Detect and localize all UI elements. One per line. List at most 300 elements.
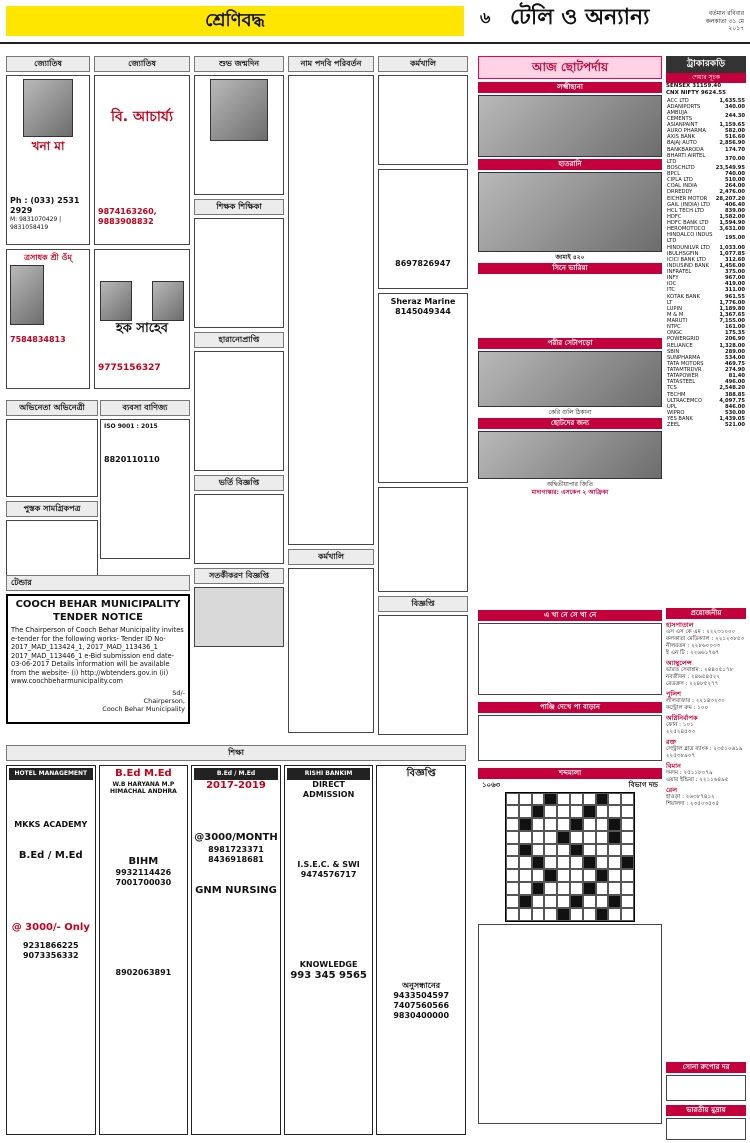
crossword-cell	[532, 818, 545, 831]
helpline-list	[666, 621, 746, 809]
crossword-cell	[557, 895, 570, 908]
acharya-ad	[94, 75, 190, 245]
ad-text	[98, 79, 186, 109]
stock-name: IBULHSGFIN	[667, 250, 699, 257]
stock-price: 370.00	[724, 155, 745, 162]
stock-price: 961.55	[724, 293, 745, 300]
tender-sign-2: Chairperson,	[143, 697, 185, 706]
stock-price: 340.00	[724, 103, 745, 110]
crossword-cell	[519, 856, 532, 869]
jyotish-title-2: জ্যোতিষ	[94, 56, 190, 72]
tender-heading: TENDER NOTICE	[53, 611, 143, 623]
education-ad-2: B.Ed M.Ed W.B HARYANA M.P HIMACHAL ANDHRA BIHM 9932114426 7001700030 8902063891	[99, 765, 189, 1135]
crossword-cell	[544, 793, 557, 806]
crossword-cell	[544, 895, 557, 908]
classified-title: শ্রেণিবদ্ধ	[205, 10, 265, 31]
jyotish-title-1: জ্যোতিষ	[6, 56, 90, 72]
jobs-notice-3	[378, 487, 468, 592]
acharya-phone: 9874163260, 9883908832	[98, 206, 157, 226]
issue-meta: বর্তমান রবিবার কলকাতা ৩১ মে ২০১৭	[705, 10, 744, 32]
stock-name: GAIL (INDIA) LTD	[667, 201, 711, 208]
crossword-cell	[621, 831, 634, 844]
stock-name: SBIN	[667, 348, 680, 355]
stock-price: 1,367.65	[719, 311, 745, 318]
crossword-cell	[570, 882, 583, 895]
helpline-entry: ভারত সেবাশ্রম : ২৪৪০৫১৭৮	[666, 666, 734, 673]
helpline-entry: কন্ট্রোল রুম : ১০০	[666, 705, 709, 711]
stock-price: 375.00	[724, 269, 745, 275]
crossword-cell	[557, 882, 570, 895]
crossword-cell	[596, 844, 609, 857]
helpline-category: রক্ত	[666, 738, 676, 747]
stock-name: HDFC	[667, 213, 682, 220]
stock-name: BAJAJ AUTO	[667, 140, 697, 147]
crossword-cell	[544, 882, 557, 895]
crossword-cell	[608, 908, 621, 921]
stock-price: 1,582.00	[719, 213, 745, 220]
stock-name: LT	[667, 299, 673, 306]
jobs-title: কর্মখালি	[378, 56, 468, 72]
crossword-cell	[506, 844, 519, 857]
admission-title: ভর্তি বিজ্ঞপ্তি	[194, 475, 284, 491]
crossword-cell	[596, 805, 609, 818]
crossword-cell	[621, 869, 634, 882]
education-title: শিক্ষা	[6, 745, 466, 761]
stock-name: HEROMOTOCO	[667, 226, 706, 233]
crossword-cell	[570, 895, 583, 908]
tender-org: COOCH BEHAR MUNICIPALITY	[15, 599, 181, 610]
crossword-cell	[596, 818, 609, 831]
tv-list	[478, 276, 662, 336]
crossword-cell	[608, 869, 621, 882]
crossword-cell	[583, 844, 596, 857]
helpline-entry: এস এস কে এম : ২২২৩১০০০	[666, 628, 736, 635]
stock-name: INFY	[667, 275, 679, 282]
crossword-cell	[570, 908, 583, 921]
crossword-cell	[596, 793, 609, 806]
stock-name: HINDALCO INDUS LTD	[667, 232, 713, 245]
helpline-category: অগ্নিনির্বাপক	[666, 713, 698, 722]
crossword-cell	[583, 793, 596, 806]
crossword-cell	[621, 818, 634, 831]
stock-price: 1,594.90	[719, 220, 745, 226]
helpline-panel	[666, 606, 746, 808]
stock-name: MARUTI	[667, 318, 688, 324]
crossword-cell	[519, 793, 532, 806]
tender-sign-3: Cooch Behar Municipality	[102, 705, 185, 714]
crossword-cell	[621, 895, 634, 908]
crossword-cell	[532, 908, 545, 921]
almanac-title: পাঞ্জি দেখে পা বাড়ান	[478, 702, 662, 713]
stock-price: 161.00	[724, 324, 745, 331]
stock-price: 1,033.00	[719, 244, 745, 251]
stock-name: UPL	[667, 403, 677, 410]
stock-name: TCS	[667, 385, 677, 392]
sheraz-marine-phone: 8145049344	[395, 307, 451, 316]
crossword-cell	[583, 818, 596, 831]
business-title: ব্যবসা বাণিজ্য	[100, 400, 190, 416]
crossword-cell	[608, 805, 621, 818]
gold-title: সোনা রুপোর দর	[666, 1062, 746, 1073]
stock-price: 1,635.55	[719, 97, 745, 104]
crossword-cell	[557, 805, 570, 818]
crossword-cell	[506, 818, 519, 831]
ad-text	[98, 127, 186, 207]
stock-price: 28,207.20	[715, 195, 745, 202]
crossword-cell	[596, 908, 609, 921]
crossword-cell	[557, 818, 570, 831]
stock-name: ITC	[667, 287, 676, 294]
stock-price: 3,631.00	[719, 226, 745, 233]
stock-row	[666, 202, 746, 208]
khana-ma-phone: Ph : (033) 2531 2929	[10, 196, 80, 215]
notice-body	[378, 615, 468, 735]
helpline-entry: সেন্ট্রাল ব্লাড ব্যাংক : ২৩৫১০৬১৯	[666, 746, 743, 753]
stock-price: 1,328.00	[719, 342, 745, 349]
stock-name: CIPLA LTD	[667, 177, 693, 184]
stock-price: 1,077.85	[719, 250, 745, 257]
lost-found-ad	[194, 351, 284, 471]
crossword-cell	[519, 805, 532, 818]
stock-price: 1,776.00	[719, 299, 745, 306]
stock-title: ট্রাকারকড়ি	[666, 56, 746, 73]
sensex-line: SENSEX 31159.40	[666, 82, 722, 89]
stock-price: 530.00	[724, 409, 745, 416]
tantrasadhak-phone: 7584834813	[10, 335, 66, 344]
crossword-cell	[532, 869, 545, 882]
stock-name: YES BANK	[667, 416, 693, 422]
tv-still-4	[478, 431, 662, 479]
crossword-cell	[583, 908, 596, 921]
lost-found-title: হারানোপ্রাপ্তি	[194, 332, 284, 348]
crossword-cell	[557, 856, 570, 869]
stock-name: HCL TECH LTD	[667, 207, 705, 214]
helpline-entry: এয়ার ইন্ডিয়া : ২২১১৬৪৯৫	[666, 777, 729, 784]
jobs-notice-1	[378, 75, 468, 165]
helpline-entry: শিয়ালদা : ২৩৫০৩৫৩৫	[666, 801, 720, 808]
crossword-cell	[519, 895, 532, 908]
stock-name: RELIANCE	[667, 342, 693, 349]
stock-name: POWERGRID	[667, 336, 700, 343]
gold-rates	[666, 1075, 746, 1101]
jobs-notice-2	[378, 169, 468, 289]
crossword-cell	[532, 805, 545, 818]
crossword-cell	[621, 793, 634, 806]
crossword-cell	[519, 869, 532, 882]
education-ad-5: বিজ্ঞপ্তি অনুসন্ধানের 9433504597 7407560566 9830400000	[376, 765, 466, 1135]
stock-price: 521.00	[724, 422, 745, 429]
notice-text	[379, 781, 463, 981]
stock-name: IOC	[667, 281, 677, 288]
stock-price: 175.35	[724, 330, 745, 337]
stock-price: 582.00	[724, 128, 745, 135]
crossword-cell	[570, 831, 583, 844]
actor-column	[6, 400, 98, 580]
education-ad-1: HOTEL MANAGEMENT MKKS ACADEMY B.Ed / M.Ed @ 3000/- Only 9231866225 9073356332	[6, 765, 96, 1135]
stock-name: SUNPHARMA	[667, 354, 701, 361]
crossword-panel	[478, 766, 662, 1128]
fx-title: ভারতীয় মুদ্রায়	[666, 1105, 746, 1116]
stock-price: 534.00	[724, 354, 745, 361]
stock-name: M & M	[667, 311, 684, 318]
warning-ad	[194, 587, 284, 647]
helpline-entry: নবজীবন : ২৪৬৫৪৫২২	[666, 673, 721, 680]
tantrasadhak-title: ত্রসাধক শ্রী ওঁম্	[24, 253, 72, 262]
tv-kids-title: অদ্বিতীয়াপার জিতি	[546, 480, 594, 488]
crossword-cell	[596, 831, 609, 844]
crossword-cell	[506, 856, 519, 869]
stock-name: ULTRACEMCO	[667, 397, 703, 404]
haq-saheb-ad	[94, 249, 190, 389]
stock-price: 4,097.75	[719, 397, 745, 404]
name-change-notices	[288, 75, 374, 545]
events-title: এ খা নে সে খা নে	[478, 610, 662, 621]
actor-ad	[6, 419, 98, 497]
crossword-cell	[519, 908, 532, 921]
stock-price: 1,159.65	[719, 122, 745, 128]
stock-price: 1,456.00	[719, 262, 745, 269]
stock-price: 23,549.95	[715, 164, 745, 171]
tender-title: টেন্ডার	[6, 575, 190, 591]
tv-still-1	[478, 95, 662, 157]
ad-text	[198, 144, 280, 190]
stock-name: WIPRO	[667, 409, 685, 416]
crossword-cell	[621, 805, 634, 818]
stock-row	[666, 232, 746, 244]
sheraz-marine-name: Sheraz Marine	[390, 297, 456, 306]
khana-ma-name: খনা মা	[31, 139, 65, 153]
admission-ad	[194, 494, 284, 564]
crossword-cell	[544, 844, 557, 857]
tv-show-1: জামাই ৪২০	[555, 253, 585, 261]
gold-panel	[666, 1060, 746, 1143]
education-section	[6, 745, 466, 1137]
stock-name: ACC LTD	[667, 97, 689, 104]
crossword-cell	[532, 831, 545, 844]
birthday-title: শুভ জন্মদিন	[194, 56, 284, 72]
nifty-line: CNX NIFTY 9624.55	[666, 89, 726, 96]
saheb-photo-2	[152, 281, 184, 321]
crossword-cell	[557, 908, 570, 921]
jobs-title-2: কর্মখালি	[288, 549, 374, 565]
helpline-entry: দমদম : ২৫১১৮০৭৯	[666, 770, 713, 777]
business-ad	[100, 419, 190, 559]
crossword-cell	[608, 895, 621, 908]
classified-banner	[6, 6, 464, 36]
tender-notice	[6, 594, 190, 724]
helpline-category: রেল	[666, 786, 678, 795]
stock-name: ONGC	[667, 330, 683, 337]
name-change-column	[288, 56, 374, 746]
crossword-cell	[583, 895, 596, 908]
stock-price: 2,548.20	[719, 385, 745, 392]
stock-name: TATA MOTORS	[667, 360, 704, 367]
stock-name: COAL INDIA	[667, 183, 698, 190]
tender-sign: Sd/-	[172, 688, 185, 697]
helpline-entry: কলকাতা মেডিক্যাল : ২২১২৩৮৫৩	[666, 635, 745, 642]
tv-kids-line: মাদাগাস্কার: এসকেপ ২ আফ্রিকা	[531, 489, 609, 497]
tv-show-2: কেরি গুলি ঠিকানা	[548, 408, 592, 416]
crossword-cell	[532, 882, 545, 895]
tv-listings	[478, 56, 662, 498]
helpline-category: বিমান	[666, 762, 681, 771]
helpline-entry: রেডক্রস : ২২৪৮৫২৭৭	[666, 680, 719, 687]
stock-row	[666, 110, 746, 122]
stock-price: 2,476.00	[719, 189, 745, 196]
crossword-title: শব্দমালা	[478, 768, 662, 779]
stock-price: 469.75	[724, 360, 745, 367]
stock-price: 7,155.00	[719, 318, 745, 324]
education-grid	[6, 765, 466, 1135]
page-number: ৬	[480, 8, 491, 27]
stock-price: 81.40	[728, 373, 745, 380]
crossword-cell	[596, 869, 609, 882]
crossword-cell	[621, 844, 634, 857]
jobs-column	[378, 56, 468, 746]
stock-price: 206.90	[724, 336, 745, 343]
tv-bar-2: সিনে ভারিয়া	[478, 263, 662, 274]
stock-name: HDFC BANK LTD	[667, 220, 709, 226]
stock-price: 195.00	[724, 235, 745, 242]
warning-title: সতর্কীকরণ বিজ্ঞপ্তি	[194, 568, 284, 584]
stock-price: 967.00	[724, 275, 745, 282]
stock-name: BPCL	[667, 171, 681, 177]
stock-name: TATASTEEL	[667, 379, 696, 386]
saheb-photo-1	[100, 281, 132, 321]
khana-ma-mobile: M: 9831070429 | 9831058419	[10, 216, 62, 231]
crossword-cell	[519, 844, 532, 857]
crossword-cell	[570, 869, 583, 882]
tv-bar-4: পরীর সেটাপড়ো	[478, 338, 662, 349]
stock-name: DRREDDY	[667, 189, 693, 196]
teacher-ad	[194, 218, 284, 328]
classified-header	[0, 0, 470, 44]
tv-bar-1: লক্ষ্মীছানা	[478, 82, 662, 93]
stock-name: EICHER MOTOR	[667, 195, 708, 202]
stock-name: INFRATEL	[667, 269, 692, 275]
iso-text: ISO 9001 : 2015	[104, 423, 158, 430]
stock-name: NTPC	[667, 324, 681, 331]
helpline-entry: ২২৫২৪৫৩৩	[666, 729, 696, 736]
stock-price: 2,856.90	[719, 140, 745, 147]
crossword-cell	[608, 844, 621, 857]
stock-name: TATAPOWER	[667, 373, 699, 380]
stock-price: 174.70	[724, 146, 745, 153]
crossword-cell	[621, 908, 634, 921]
crossword-cell	[544, 805, 557, 818]
crossword-cell	[532, 895, 545, 908]
tv-title: আজ ছোটপর্দায়	[478, 56, 662, 79]
business-column	[100, 400, 190, 580]
stock-name: AXIS BANK	[667, 134, 695, 141]
gunnar-phone: 8697826947	[395, 259, 451, 268]
helpline-entry: ২২৫৩৮৯০৭	[666, 753, 696, 760]
crossword-cell	[506, 882, 519, 895]
tv-still-3	[478, 351, 662, 407]
crossword-cell	[608, 831, 621, 844]
helpline-category: হাসপাতাল	[666, 620, 694, 629]
haq-saheb-name: হক সাহেব	[115, 321, 169, 336]
khana-ma-ad	[6, 75, 90, 245]
crossword-cell	[596, 856, 609, 869]
helpline-entry: হাওড়া : ২৬৩৮৭৪১২	[666, 794, 715, 801]
helpline-entry: ই এন টি : ২২৬৬১৭৬৭	[666, 649, 720, 656]
birthday-ad	[194, 75, 284, 195]
stock-price: 244.30	[724, 112, 745, 119]
stock-price: 264.00	[724, 183, 745, 190]
stock-price: 311.00	[724, 287, 745, 294]
stock-name: ICICI BANK LTD	[667, 256, 706, 263]
stock-name: LUPIN	[667, 305, 682, 312]
acharya-name: বি. আচার্য্য	[110, 109, 174, 125]
education-ad-4: RISHI BANKIM DIRECT ADMISSION I.S.E.C. & SWI 9474576717 KNOWLEDGE 993 345 9565	[284, 765, 374, 1135]
helpline-entry: লালবাজার : ২২১৪৩২৩০	[666, 698, 725, 705]
crossword-cell	[596, 882, 609, 895]
stock-name: BOSCHLTD	[667, 164, 695, 171]
stock-price: 312.60	[724, 256, 745, 263]
stock-panel	[666, 56, 746, 428]
crossword-cell	[621, 856, 634, 869]
crossword-grid	[505, 792, 635, 922]
child-photo	[210, 79, 268, 141]
stock-price: 510.00	[724, 177, 745, 184]
birthday-column	[194, 56, 284, 746]
crossword-clues	[478, 924, 662, 1124]
crossword-cell	[506, 869, 519, 882]
ad-text	[98, 337, 186, 363]
tv-bar-5: ছোটদের জন্য	[478, 418, 662, 429]
crossword-cell	[583, 882, 596, 895]
stock-name: AMBUJA CEMENTS	[667, 109, 692, 122]
helpline-category: অ্যাম্বুলেন্স	[666, 658, 692, 667]
crossword-cell	[532, 793, 545, 806]
crossword-cell	[532, 844, 545, 857]
crossword-cell	[506, 831, 519, 844]
crossword-cell	[557, 831, 570, 844]
stock-name: INDUSIND BANK	[667, 262, 709, 269]
sadhak-photo	[10, 265, 44, 325]
stock-price: 1,439.05	[719, 416, 745, 422]
books-title: পুস্তক সামগ্রিকপত্র	[6, 501, 98, 517]
books-ad	[6, 520, 98, 580]
astrologer-photo	[23, 79, 73, 137]
haq-saheb-phone: 9775156327	[98, 363, 161, 374]
jyotish-column-2	[94, 56, 190, 396]
crossword-cell	[544, 908, 557, 921]
stock-name: AURO PHARMA	[667, 128, 706, 135]
crossword-cell	[532, 856, 545, 869]
ad-text	[98, 253, 186, 281]
fx-rates	[666, 1118, 746, 1140]
stock-price: 740.00	[724, 171, 745, 177]
name-change-title: নাম পদবি পরিবর্তন	[288, 56, 374, 72]
stock-name: TECHM	[667, 391, 686, 398]
stock-row	[666, 422, 746, 428]
crossword-cell	[570, 805, 583, 818]
education-ad-3: B.Ed / M.Ed 2017-2019 @3000/MONTH 8981723371 8436918681 GNM NURSING	[191, 765, 281, 1135]
tender-body: The Chairperson of Cooch Behar Municipality invites e-tender for the following works- Tender ID No- 2017_MAD_113424_1, 2017_MAD_113436_1 2017_MAD_113446_1 e-Bid submission end date- 03-06-2017 Details information will be available from the website- (i) http://wbtenders.gov.in (ii) www.coochbeharmunicipality.com	[11, 626, 184, 686]
crossword-cell	[621, 882, 634, 895]
stock-price: 274.90	[724, 367, 745, 373]
stock-name: ASIANPAINT	[667, 122, 698, 128]
crossword-cell	[608, 818, 621, 831]
stock-price: 289.00	[724, 348, 745, 355]
crossword-cell	[583, 805, 596, 818]
jyotish-column-1	[6, 56, 90, 396]
stock-price: 496.00	[724, 379, 745, 386]
stock-name: BANKBARODA	[667, 146, 704, 153]
sheraz-marine-ad	[378, 293, 468, 483]
